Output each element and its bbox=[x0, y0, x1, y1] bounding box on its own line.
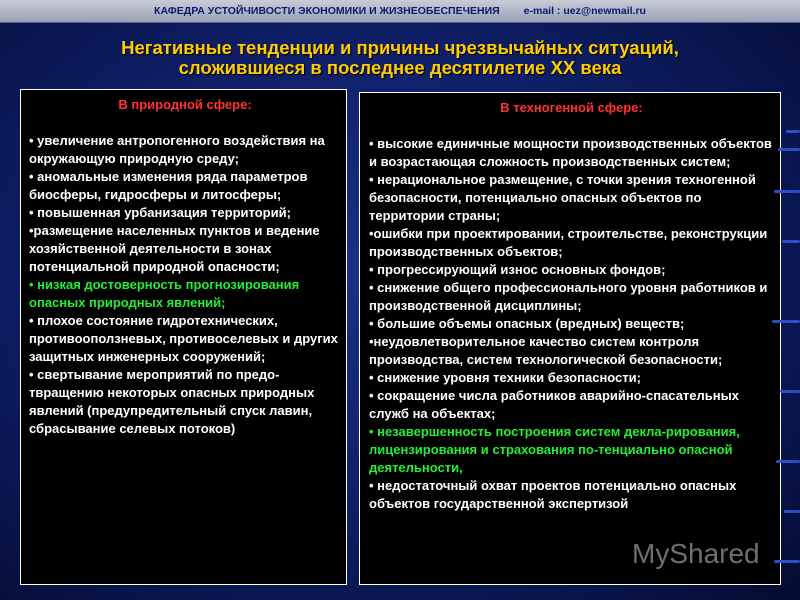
technogenic-item-highlighted: • незавершенность построения систем декла-рирования, лицензирования и страхования по-тенциально опасной деятельности, bbox=[369, 424, 740, 475]
technogenic-item: • сокращение числа работников аварийно-спасательных служб на объектах; bbox=[369, 388, 739, 421]
technogenic-sphere-panel bbox=[359, 92, 781, 585]
natural-item: • аномальные изменения ряда параметров биосферы, гидросферы и литосферы; bbox=[29, 169, 308, 202]
contact-email[interactable]: e-mail : uez@newmail.ru bbox=[523, 5, 646, 17]
natural-sphere-panel bbox=[20, 89, 347, 585]
technogenic-item: • недостаточный охват проектов потенциально опасных объектов государственной экспертизой bbox=[369, 478, 737, 511]
technogenic-item: • снижение общего профессионального уровня работников и производственной дисциплины; bbox=[369, 280, 768, 313]
natural-sphere-heading: В природной сфере: bbox=[118, 97, 252, 112]
department-name: КАФЕДРА УСТОЙЧИВОСТИ ЭКОНОМИКИ И ЖИЗНЕОБЕСПЕЧЕНИЯ bbox=[154, 5, 500, 17]
natural-item: • увеличение антропогенного воздействия на окружающую природную среду; bbox=[29, 133, 325, 166]
technogenic-item: • нерациональное размещение, с точки зрения техногенной безопасности, потенциально опасных объектов по территории страны; bbox=[369, 172, 756, 223]
slide-title bbox=[0, 38, 800, 78]
natural-item: •размещение населенных пунктов и ведение хозяйственной деятельности в зонах потенциальной природной опасности; bbox=[29, 223, 320, 274]
watermark-logo: MyShared bbox=[632, 538, 760, 569]
natural-item: • плохое состояние гидротехнических, противооползневых, противоселевых и других защитных инженерных сооружений; bbox=[29, 313, 338, 364]
technogenic-item: • высокие единичные мощности производственных объектов и возрастающая сложность производственных систем; bbox=[369, 136, 772, 169]
slide-title-line-2: сложившиеся в последнее десятилетие XX века bbox=[178, 57, 622, 78]
technogenic-item: • большие объемы опасных (вредных) веществ; bbox=[369, 316, 685, 331]
natural-item-highlighted: • низкая достоверность прогнозирования опасных природных явлений; bbox=[29, 277, 300, 310]
natural-item: • свертывание мероприятий по предо-твращению некоторых опасных природных явлений (предупредительный спуск лавин, сбрасывание селевых потоков) bbox=[29, 367, 315, 436]
technogenic-item: • прогрессирующий износ основных фондов; bbox=[369, 262, 666, 277]
slide-title-line-1: Негативные тенденции и причины чрезвычайных ситуаций, bbox=[121, 37, 679, 58]
technogenic-item: •ошибки при проектировании, строительстве, реконструкции производственных объектов; bbox=[369, 226, 768, 259]
technogenic-item: • снижение уровня техники безопасности; bbox=[369, 370, 641, 385]
natural-item: • повышенная урбанизация территорий; bbox=[29, 205, 291, 220]
decorative-stripes bbox=[770, 90, 800, 590]
technogenic-item: •неудовлетворительное качество систем контроля производства, систем технологической безопасности; bbox=[369, 334, 723, 367]
header-bar bbox=[0, 0, 800, 23]
technogenic-sphere-heading: В техногенной сфере: bbox=[500, 100, 643, 115]
